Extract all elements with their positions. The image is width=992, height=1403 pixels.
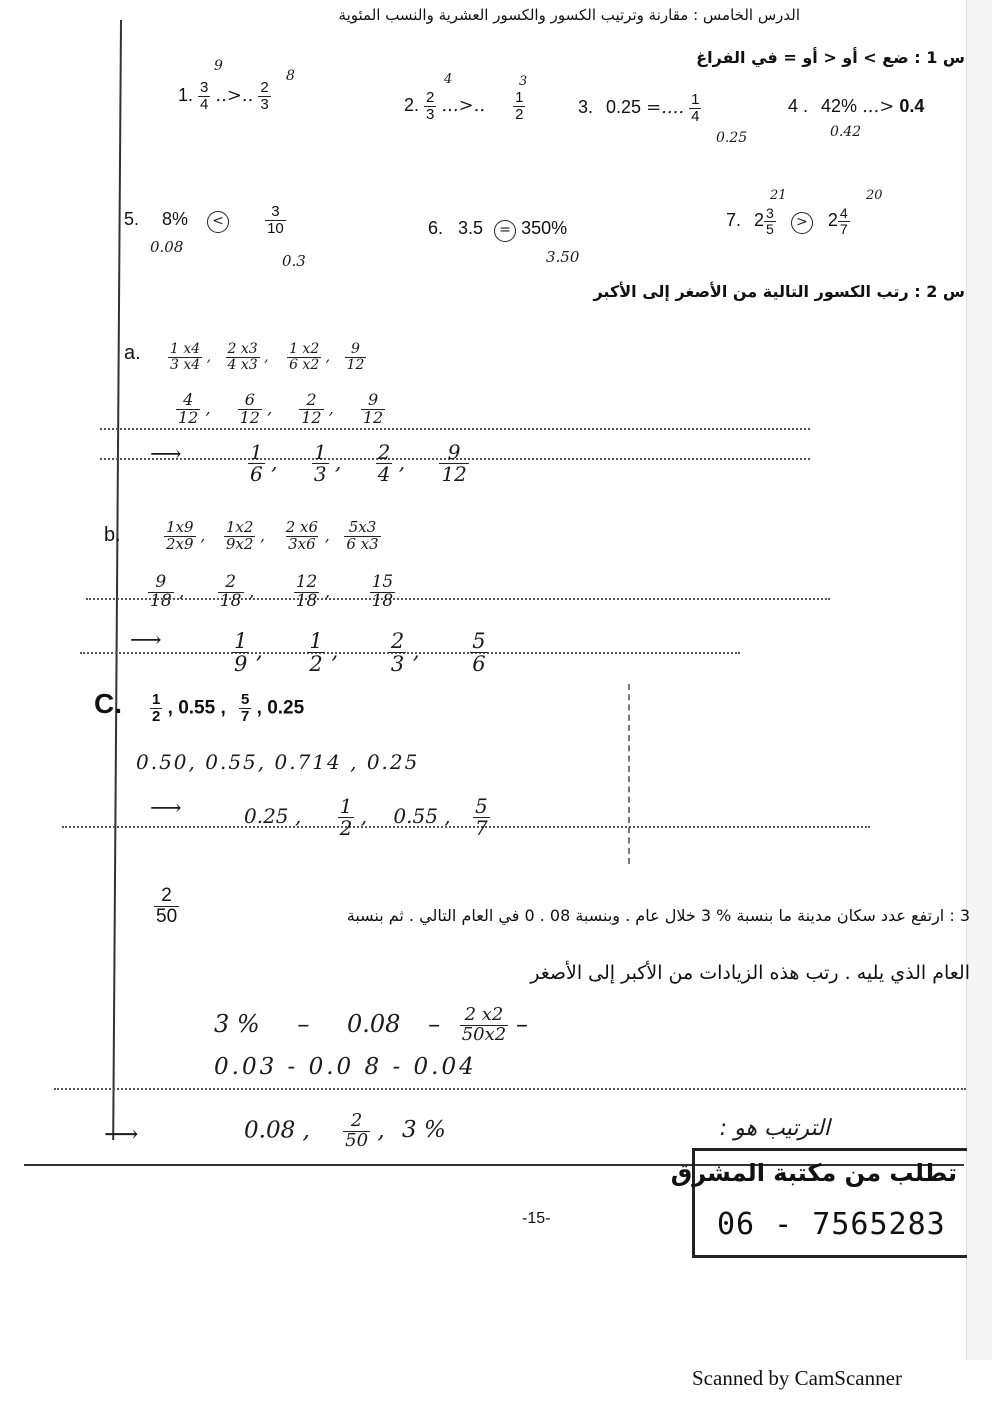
q1-item-1-note-a: 9 (214, 58, 223, 74)
q3-work-2: 0.03 - 0.0 8 - 0.04 (214, 1054, 477, 1080)
q1-item-2-note-a: 4 (444, 72, 453, 87)
q1-item-3-note-b: 0.25 (716, 130, 748, 146)
q1-item-2-note-b: 3 (519, 74, 528, 89)
q1-item-4-note-a: 0.42 (830, 124, 862, 140)
q2c-label: C. (94, 688, 122, 719)
q3-arrow-icon: ⟶ (104, 1120, 139, 1148)
q3-work-1: 3 % – 0.08 – $\frac{2 x2}{50x2}$ – (214, 1004, 528, 1045)
q3-text-line-1: 3 : ارتفع عدد سكان مدينة ما بنسبة % 3 خلال عام . وبنسبة 08 . 0 في العام التالي . ثم بنسبة (346, 906, 970, 925)
q1-item-4: 4 . 42% ...> 0.4 (788, 96, 925, 117)
q2c-answer: 0.25 , $\frac{1}{2}$ , 0.55 , $\frac{5}{7}$ (244, 794, 488, 840)
q1-item-7-note-b: 20 (866, 188, 883, 203)
stamp-phone: 06 - 7565283 (717, 1207, 946, 1242)
margin-line (112, 20, 122, 1140)
q2b-label: b. (104, 524, 121, 546)
q1-item-5-note-a: 0.08 (150, 238, 184, 256)
q1-item-7-note-a: 21 (770, 188, 787, 203)
q3-line-1 (54, 1088, 966, 1090)
q2b-answer: $\frac{1}{9}$ , $\frac{1}{2}$ , $\frac{2}{3}$ , $\frac{5}{6}$ (234, 629, 486, 677)
q1-item-1: 1. $\frac{3}{4}$ ..>.. $\frac{2}{3}$ (178, 79, 269, 113)
q2a-arrow-icon: ⟶ (150, 442, 182, 467)
stamp-title: تطلب من مكتبة المشرق (670, 1159, 957, 1187)
q1-item-6-note-b: 3.50 (546, 248, 580, 266)
q2c-arrow-icon: ⟶ (150, 796, 182, 821)
scan-edge (966, 0, 992, 1360)
q2a-label: a. (124, 342, 141, 364)
q2c-decimals: 0.50, 0.55, 0.714 , 0.25 (136, 750, 420, 774)
q2-instruction: س 2 : رتب الكسور التالية من الأصغر إلى الأكبر (593, 282, 965, 301)
q1-instruction: س 1 : ضع > أو < أو = في الفراغ (696, 48, 965, 67)
q2b-converted: $\frac{9}{18}$ , $\frac{2}{18}$ , $\frac{12}{18}$ , $\frac{15}{18}$ (150, 572, 394, 611)
q2c-given: $\frac{1}{2}$ , 0.55 , $\frac{5}{7}$ , 0.25 (152, 691, 305, 725)
q1-item-5: 5. 8% < $\frac{3}{10}$ (124, 203, 284, 237)
q1-item-5-note-b: 0.3 (282, 252, 306, 270)
q1-item-2: 2. $\frac{2}{3}$ ...>.. $\frac{1}{2}$ (404, 89, 524, 123)
q3-margin-fraction: $\frac{2}{50}$ (156, 885, 178, 927)
q2a-given: $\frac{1 x4}{3 x4}$ , $\frac{2 x3}{4 x3}$ , $\frac{1 x2}{6 x2}$ , $\frac{9}{12}$ (170, 341, 365, 373)
q1-item-7: 7. 2 $\frac{3}{5}$ > 2 $\frac{4}{7}$ (726, 205, 848, 237)
page-title: الدرس الخامس : مقارنة وترتيب الكسور والكسور العشرية والنسب المئوية (338, 6, 800, 24)
q3-answer: 0.08 , $\frac{2}{50}$ , 3 % (244, 1110, 446, 1151)
q2a-line-1 (100, 428, 810, 430)
q3-text-line-2: العام الذي يليه . رتب هذه الزيادات من الأكبر إلى الأصغر (530, 962, 970, 984)
q1-item-3: 3. 0.25 =.... $\frac{1}{4}$ (578, 91, 700, 125)
bookstore-stamp (670, 1148, 967, 1258)
scanner-watermark: Scanned by CamScanner (692, 1366, 902, 1390)
page-number: -15- (522, 1210, 551, 1227)
q1-item-1-note-b: 8 (286, 68, 295, 84)
q2b-given: $\frac{1x9}{2x9}$ , $\frac{1x2}{9x2}$ , $\frac{2 x6}{3x6}$ , $\frac{5x3}{6 x3}$ (166, 518, 379, 553)
q2a-converted: $\frac{4}{12}$ , $\frac{6}{12}$ , $\frac{2}{12}$ , $\frac{9}{12}$ (178, 390, 384, 427)
q2c-dashed-separator (628, 684, 630, 864)
q3-answer-label: الترتيب هو : (719, 1116, 830, 1141)
q2b-arrow-icon: ⟶ (130, 628, 162, 653)
q1-item-6: 6. 3.5 = 350% (428, 218, 567, 242)
q2a-answer: $\frac{1}{6}$ , $\frac{1}{3}$ , $\frac{2}{4}$ , $\frac{9}{12}$ (250, 440, 467, 486)
